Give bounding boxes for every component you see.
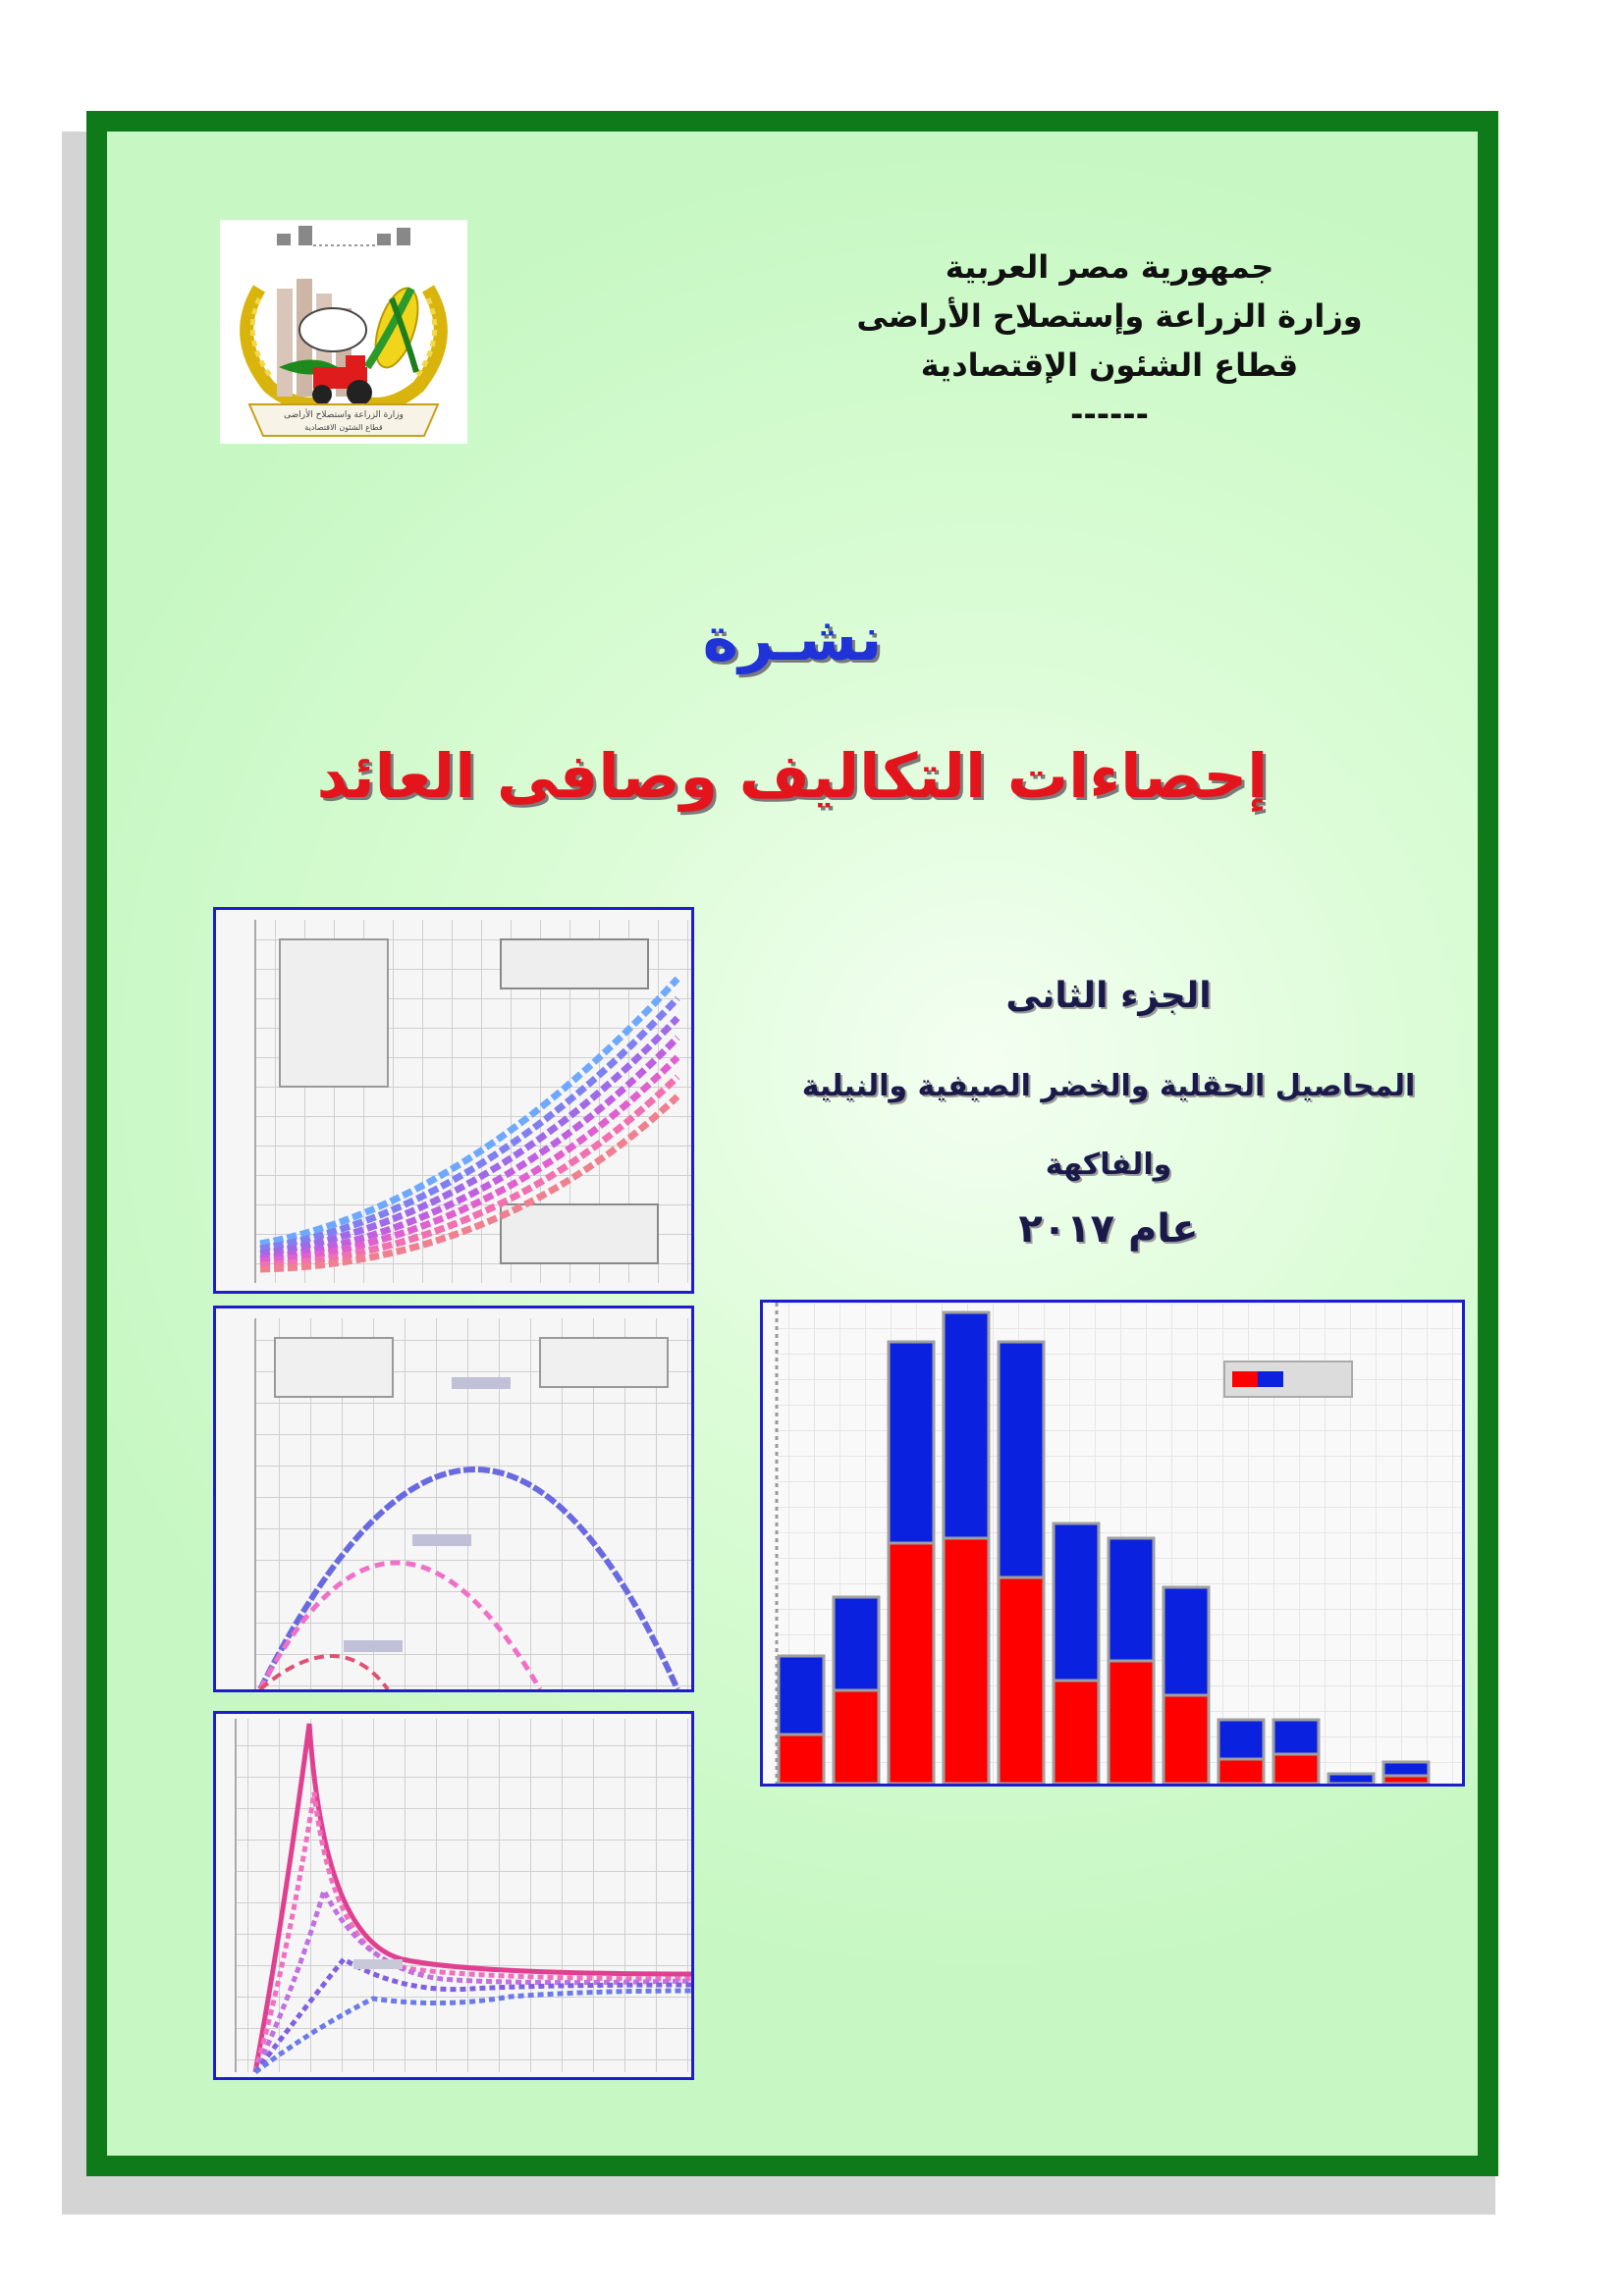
decorative-parabola-image [213,1306,694,1692]
ministry-logo [220,220,467,444]
year-label: عام ٢٠١٧ [1018,1206,1199,1252]
cover-title-sub: إحصاءات التكاليف وصافى العائد [316,740,1269,812]
part-label: الجزء الثانى [1005,976,1212,1016]
decorative-curves-image [213,907,694,1294]
header-country: جمهورية مصر العربية [945,248,1274,286]
logo-caption-1: وزارة الزراعة واستصلاح الأراضى [284,410,404,420]
logo-caption-2: قطاع الشئون الاقتصادية [304,423,383,432]
cover-title-main: نشـرة [702,603,883,674]
subtitle-block [745,1047,1472,1204]
subtitle-line-2: والفاكهة [1045,1148,1172,1182]
header-sector: قطاع الشئون الإقتصادية [920,347,1299,384]
header-separator: ------ [1070,396,1149,433]
subtitle-line-1: المحاصيل الحقلية والخضر الصيفية والنيلية [801,1069,1416,1103]
header-block [835,242,1384,439]
decorative-stacked-bars-image [760,1300,1465,1787]
cover-frame [86,111,1498,2176]
decorative-spike-image [213,1711,694,2080]
header-ministry: وزارة الزراعة وإستصلاح الأراضى [856,297,1363,335]
